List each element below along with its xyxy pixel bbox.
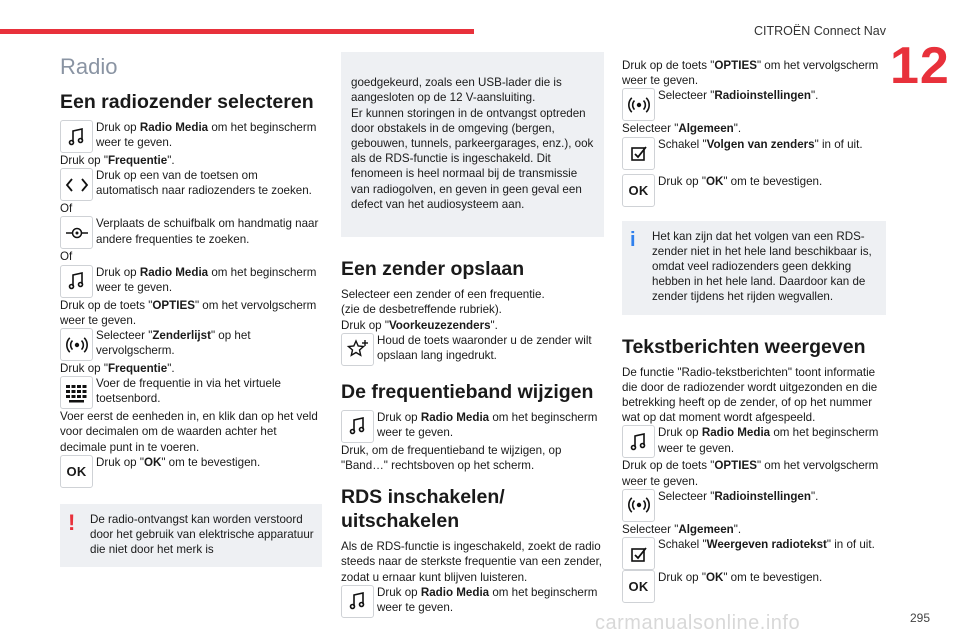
ok-button-icon: OK — [60, 455, 93, 488]
column-1 — [60, 52, 322, 567]
text-line: (zie de desbetreffende rubriek). — [341, 303, 502, 317]
step-ok — [60, 455, 322, 488]
checkbox-icon — [622, 537, 655, 570]
step-text: Druk op "OK" om te bevestigen. — [658, 174, 823, 188]
column-2 — [341, 52, 604, 618]
info-note — [622, 221, 886, 315]
warning-icon: ! — [68, 509, 76, 535]
warning-note-continued — [341, 52, 604, 237]
radio-settings-icon — [622, 88, 655, 121]
step-text: Schakel "Weergeven radiotekst" in of uit. — [658, 538, 875, 552]
text-line: Druk op de toets "OPTIES" om het vervolgscherm weer te geven. — [60, 298, 317, 327]
text-line: Selecteer "Algemeen". — [622, 522, 742, 536]
step-text: Houd de toets waaronder u de zender wilt opslaan lang ingedrukt. — [377, 333, 592, 363]
top-accent-bar — [0, 29, 474, 34]
text-paragraph: Voer eerst de eenheden in, en klik dan op het veld voor decimalen om de waarden achter het decimale punt in te voeren. — [60, 410, 318, 454]
step-text: Selecteer "Radioinstellingen". — [658, 89, 819, 103]
music-note-icon — [341, 585, 374, 618]
slider-icon — [60, 216, 93, 249]
warning-note — [60, 504, 322, 568]
step-save-preset — [341, 333, 604, 366]
step-text: Druk op Radio Media om het beginscherm weer te geven. — [658, 426, 879, 455]
text-line: Druk op de toets "OPTIES" om het vervolgscherm weer te geven. — [622, 459, 879, 488]
section-title-radio: Radio — [60, 54, 118, 79]
text-or: Of — [60, 250, 73, 264]
step-text: Schakel "Volgen van zenders" in of uit. — [658, 137, 863, 151]
header-title: CITROËN Connect Nav — [754, 24, 886, 38]
music-note-icon — [60, 265, 93, 298]
column-3 — [622, 58, 886, 603]
checkbox-icon — [622, 137, 655, 170]
text-line: Druk op "Frequentie". — [60, 154, 175, 167]
step-station-list — [60, 328, 322, 361]
text-paragraph: Als de RDS-functie is ingeschakeld, zoekt de radio steeds naar de sterkste frequentie van een zender, zodat u ernaar kunt blijven luisteren. — [341, 540, 603, 584]
music-note-icon — [60, 120, 93, 153]
text-paragraph: De functie "Radio-tekstberichten" toont informatie die door de radiozender wordt uitgezonden en die betrekking heeft op de zender, of op het nummer wat op dat moment wordt afgespeeld. — [622, 365, 878, 425]
step-radio-media-band — [341, 410, 604, 443]
star-plus-icon — [341, 333, 374, 366]
heading-select-station: Een radiozender selecteren — [60, 91, 314, 113]
chevron-left-right-icon — [60, 168, 93, 201]
warning-continued-text: goedgekeurd, zoals een USB-lader die is aangesloten op de 12 V-aansluiting. Er kunnen storingen in de ontvangst optreden door obstakels in de omgeving (bergen, gebouwen, tunnels, parkeergarages, enz.), ook als de RDS-functie is ingeschakeld. Dit fenomeen is heel normaal bij de transmissie van radiogolven, en geven in geen geval een defect van het audiosysteem aan. — [351, 76, 594, 211]
step-text: Druk op een van de toetsen om automatisch naar radiozenders te zoeken. — [96, 169, 312, 198]
page-number: 295 — [909, 611, 930, 625]
step-radio-media-rds — [341, 585, 604, 618]
text-paragraph: Druk, om de frequentieband te wijzigen, op "Band…" rechtsboven op het scherm. — [341, 443, 562, 473]
step-auto-search — [60, 168, 322, 201]
keyboard-icon — [60, 376, 93, 409]
step-radio-media-text — [622, 425, 886, 458]
text-line: Druk op "Voorkeuzezenders". — [341, 318, 498, 332]
info-text: Het kan zijn dat het volgen van een RDS-zender niet in het hele land beschikbaar is, omdat veel radiozenders geen dekking hebben in het hele land. Daardoor kan de zender tijdens het rijden wegvallen. — [652, 229, 872, 304]
step-text: Voer de frequentie in via het virtuele toetsenbord. — [96, 377, 281, 406]
heading-text-messages: Tekstberichten weergeven — [622, 335, 866, 358]
watermark: carmanualsonline.info — [595, 612, 801, 634]
info-icon: i — [630, 228, 636, 251]
heading-rds: RDS inschakelen/ uitschakelen — [341, 486, 505, 533]
step-text: Druk op "OK" om te bevestigen. — [96, 455, 261, 469]
step-text: Druk op Radio Media om het beginscherm weer te geven. — [377, 585, 598, 615]
step-keyboard — [60, 376, 322, 409]
step-radio-media-2 — [60, 265, 322, 298]
step-radio-settings — [622, 88, 886, 121]
music-note-icon — [341, 410, 374, 443]
step-ok-2 — [622, 570, 886, 603]
step-text: Druk op Radio Media om het beginscherm weer te geven. — [96, 121, 317, 150]
step-text: Selecteer "Zenderlijst" op het vervolgscherm. — [96, 329, 251, 358]
chapter-number: 12 — [890, 37, 950, 95]
text-or: Of — [60, 202, 73, 216]
music-note-icon — [622, 425, 655, 458]
text-line: Selecteer een zender of een frequentie. — [341, 288, 545, 302]
heading-change-band: De frequentieband wijzigen — [341, 380, 594, 403]
ok-button-icon: OK — [622, 570, 655, 603]
step-text: Selecteer "Radioinstellingen". — [658, 489, 819, 503]
text-line: Selecteer "Algemeen". — [622, 122, 742, 136]
step-text: Druk op Radio Media om het beginscherm weer te geven. — [96, 265, 317, 294]
step-slider — [60, 216, 322, 249]
step-toggle-follow — [622, 137, 886, 170]
text-line: Druk op de toets "OPTIES" om het vervolgscherm weer te geven. — [622, 59, 879, 88]
step-toggle-radiotext — [622, 537, 886, 570]
step-radio-settings-2 — [622, 489, 886, 522]
step-text: Verplaats de schuifbalk om handmatig naar andere frequenties te zoeken. — [96, 217, 319, 246]
ok-button-icon: OK — [622, 174, 655, 207]
heading-save-station: Een zender opslaan — [341, 258, 525, 281]
radio-settings-icon — [622, 489, 655, 522]
step-radio-media — [60, 120, 322, 153]
step-text: Druk op "OK" om te bevestigen. — [658, 571, 823, 585]
step-text: Druk op Radio Media om het beginscherm weer te geven. — [377, 410, 598, 440]
radio-settings-icon — [60, 328, 93, 361]
text-line: Druk op "Frequentie". — [60, 362, 175, 376]
warning-text: De radio-ontvangst kan worden verstoord door het gebruik van elektrische apparatuur die niet door het merk is — [90, 512, 314, 557]
step-ok — [622, 174, 886, 207]
